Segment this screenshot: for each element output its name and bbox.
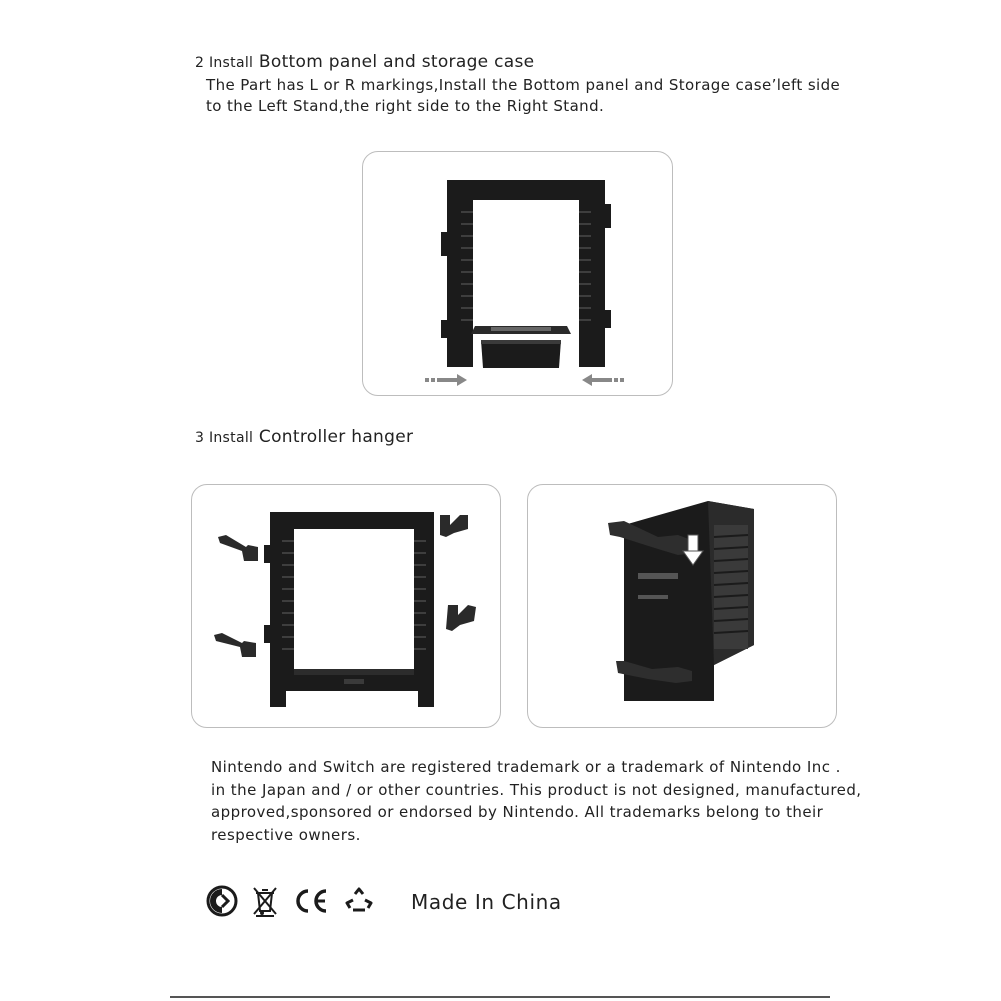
step-2-number: 2 Install: [195, 55, 254, 71]
trademark-line-3: approved,sponsored or endorsed by Nintendo. All trademarks belong to their: [211, 803, 824, 821]
trademark-notice: [211, 756, 862, 846]
trademark-line-4: respective owners.: [211, 825, 361, 844]
step-2-desc-line-1: The Part has L or R markings,Install the Bottom panel and Storage case’left side: [206, 76, 841, 94]
certification-marks: [206, 885, 374, 917]
controller-hanger-exploded-illustration: [192, 485, 502, 729]
ce-mark-icon: [292, 885, 330, 917]
bottom-divider: [170, 996, 830, 998]
step-3-heading: [195, 427, 413, 447]
bottom-panel-install-illustration: [363, 152, 674, 397]
step-2-heading: [195, 52, 534, 72]
step-3-illustration-panel-exploded: [191, 484, 501, 728]
step-3-title: Controller hanger: [258, 427, 414, 447]
weee-bin-icon: [252, 885, 278, 917]
step-3-number: 3 Install: [195, 430, 254, 446]
recycle-icon: [344, 886, 374, 916]
step-2-illustration-panel: [362, 151, 673, 396]
step-2-desc-line-2: to the Left Stand,the right side to the Right Stand.: [206, 97, 605, 115]
trademark-line-1: Nintendo and Switch are registered trademark or a trademark of Nintendo Inc .: [211, 758, 841, 776]
step-3-illustration-panel-assembled: [527, 484, 837, 728]
made-in-china-label: Made In China: [411, 890, 562, 914]
step-2-description: [206, 75, 840, 117]
trademark-line-2: in the Japan and / or other countries. This product is not designed, manufactured,: [211, 780, 862, 799]
step-2-title: Bottom panel and storage case: [258, 52, 535, 72]
controller-hanger-assembled-illustration: [528, 485, 838, 729]
green-dot-icon: [206, 885, 238, 917]
